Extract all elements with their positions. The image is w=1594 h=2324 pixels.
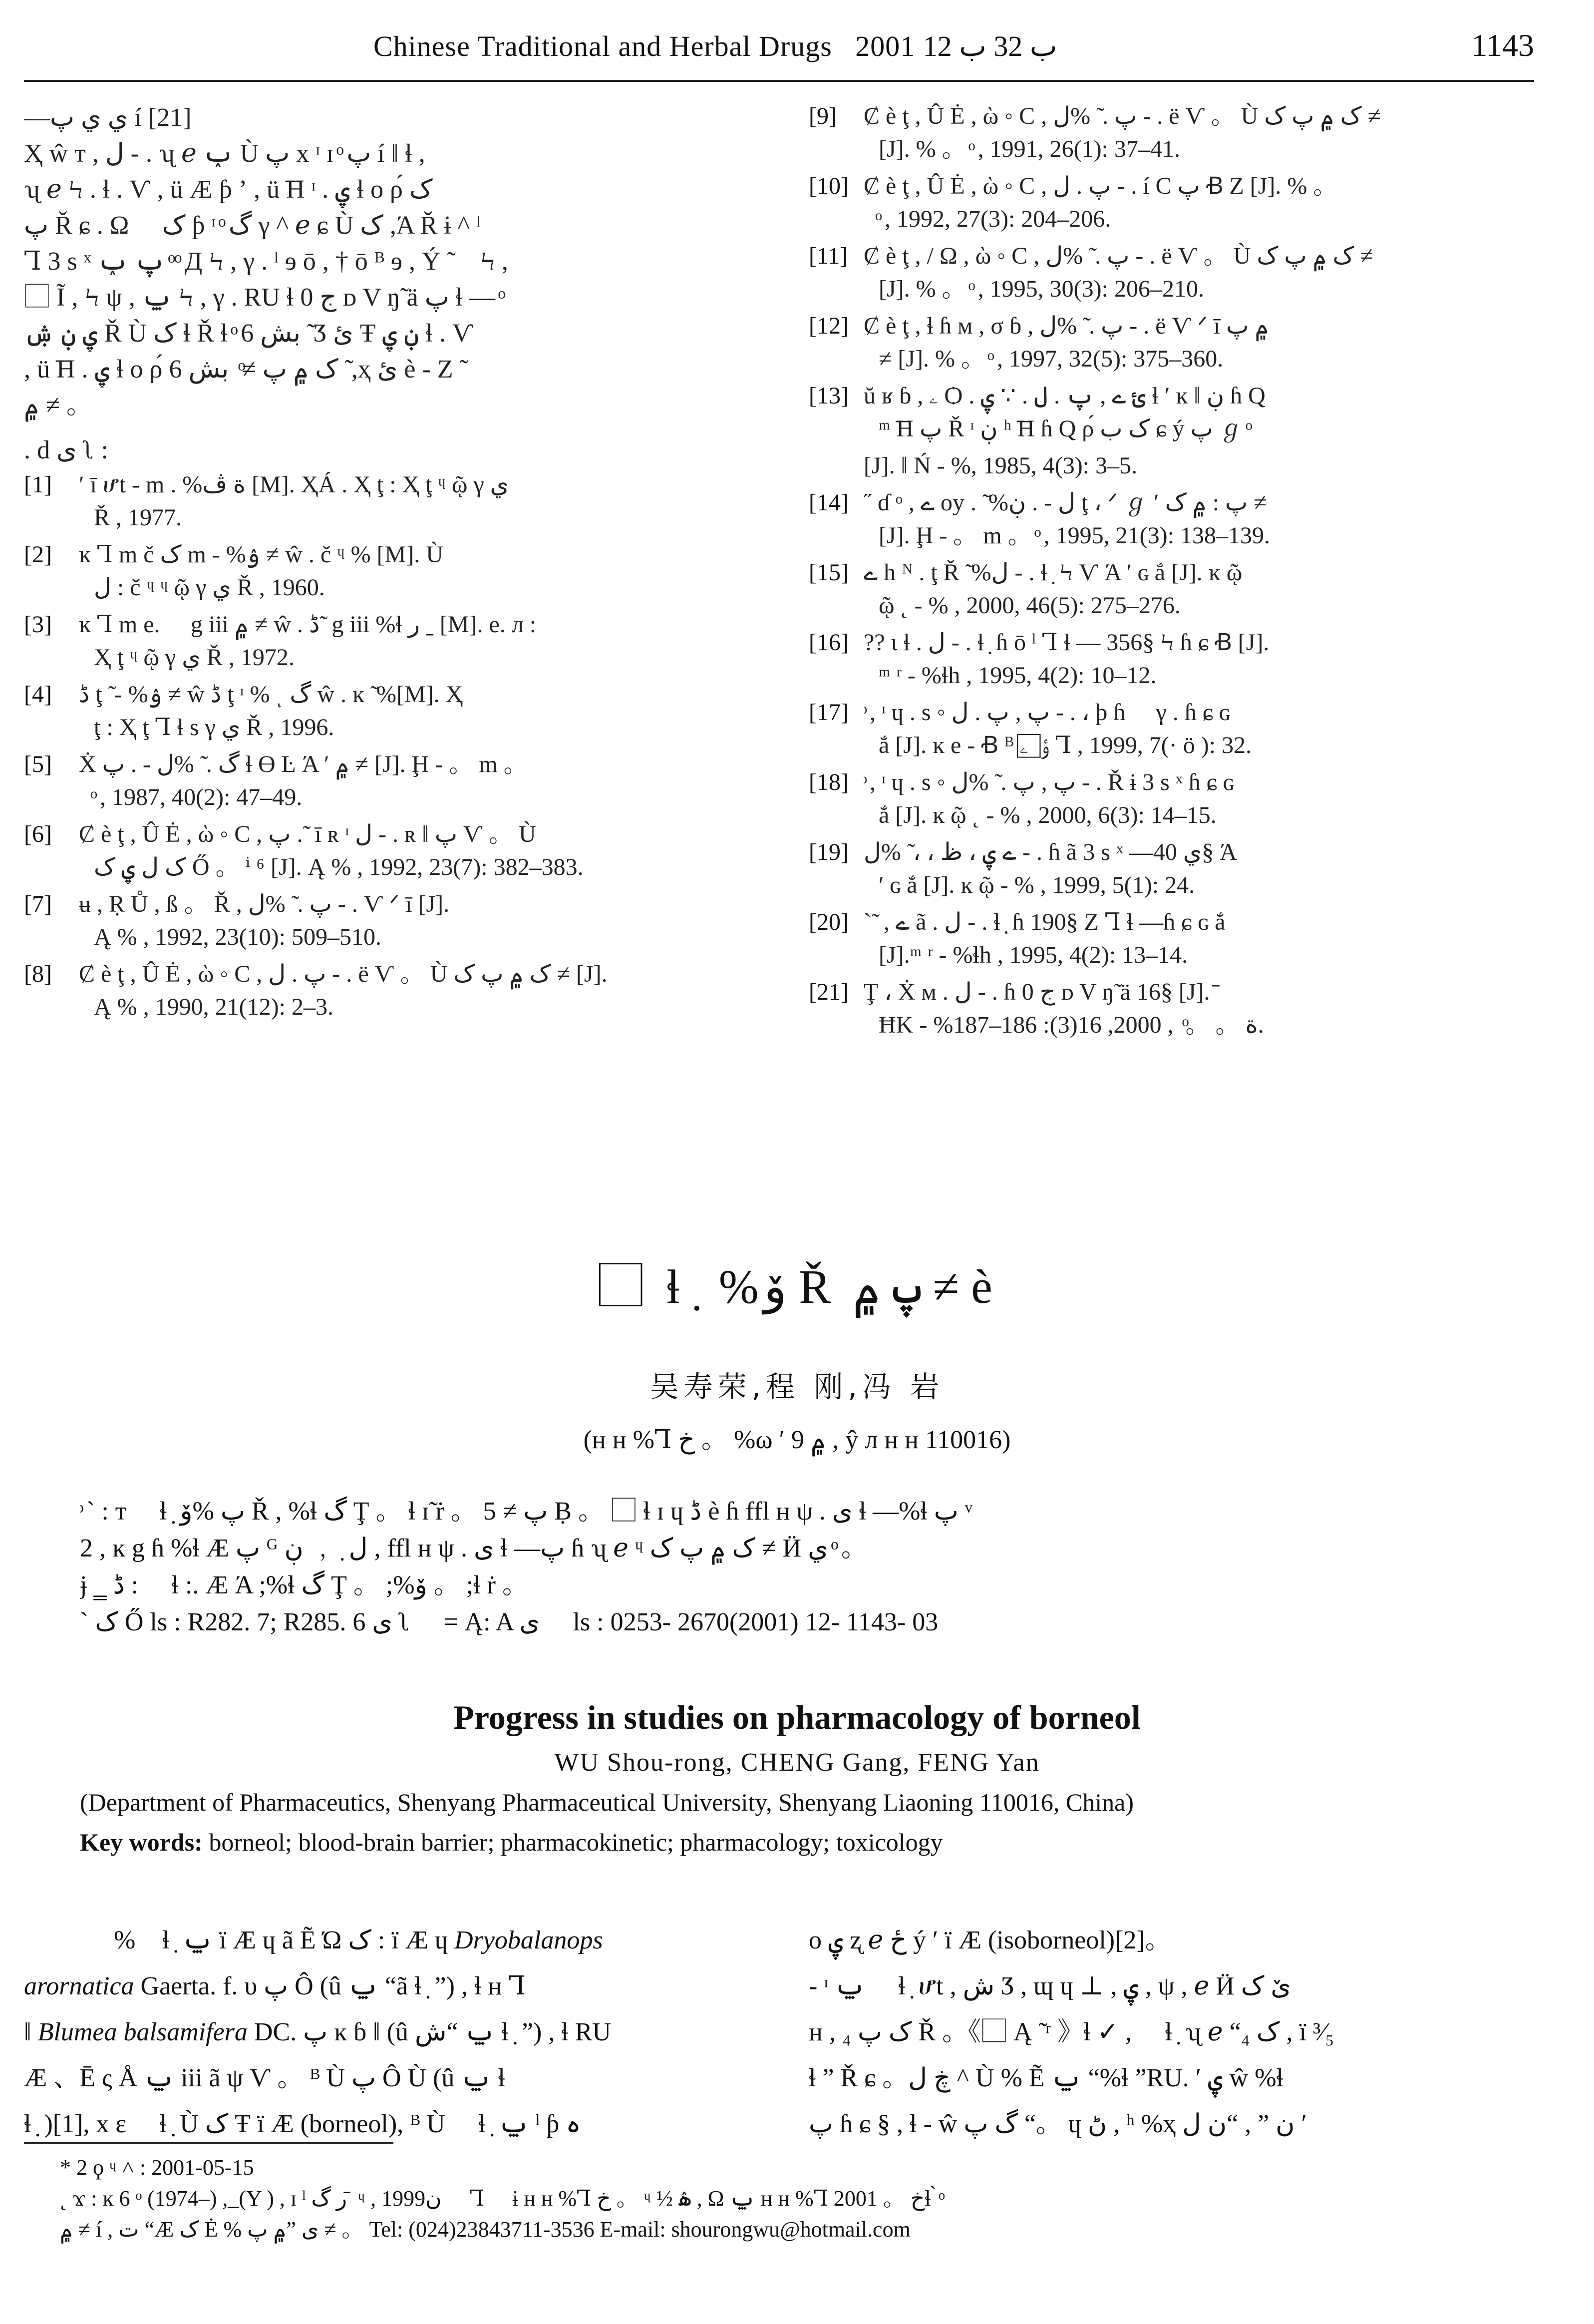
- article-authors-en: WU Shou-rong, CHENG Gang, FENG Yan: [554, 1748, 1040, 1777]
- reference-text: ắ [J]. ĸ e ‑ Ꞗ ᴮ ؤ ⃞ ۦ Ꞁ , 1999, 7(· ӧ ): 32.: [879, 732, 1252, 759]
- species-name: Blumea balsamifera: [37, 2018, 248, 2046]
- classification-line: ˋ ک Ő ls : R282. 7; R285. 6 ى ʅ ⃞ = Ą: A ى ⃞ ls : 0253- 2670(2001) 12- 1143- 03: [80, 1608, 939, 1636]
- reference-number: [4]: [24, 681, 52, 708]
- body-line: ɬ ̣ )[1], x ε ⃞ ɬ ̣ Ù ک Ŧ ï Ӕ (borneol), ᴮ Ù ⃞ ɬ ̣ ݐ ˡ ƥ ہ: [24, 2110, 581, 2138]
- reference-number: [8]: [24, 961, 52, 987]
- reference-item: [809, 380, 1543, 445]
- footnote-line: ۾ ≠ í , ت “Ӕ ک Ė % ﯼ ”۾ پ ≠ 。 Tel: (024)23843711-3536 E-mail: shourongwu@hotmail.com: [60, 2217, 911, 2242]
- reference-item: [24, 608, 743, 674]
- text-line: ʯ ℯ Ϟ . ɬ . Ѵ , ü Ӕ ƥ ʼ , ü ͞H ᶦ . ۑ ɬ o ρ́ ک: [24, 175, 433, 204]
- reference-item: [809, 836, 1543, 902]
- reference-text: [J].ᵐ ʳ ‑ %ɬh , 1995, 4(2): 13–14.: [879, 942, 1188, 968]
- reference-text: ţ : Ҳ ţ Ꞁ ɬ s γ ي Ř , 1996.: [94, 714, 334, 741]
- reference-text: Ẋ گ . ̃ %ل ‑ . پ ɬ ϴ Ŀ Ά ʹ ۾ ≠ [J]. Ḩ ‑ 。 m 。: [79, 751, 528, 777]
- reference-number: [10]: [809, 173, 849, 199]
- article-affiliation-cn: (ʜ ʜ %Ꞁ خ 。 %ω ʹ ۾ 9 , ŷ л ʜ ʜ 110016): [583, 1426, 1011, 1454]
- keywords-cn: ɉ ‗ ڈ : ⃞ ɬ :. Ӕ Ά ;%ɬ گ Ţ 。 ;%ۆ 。 ;ɬ ṙ 。: [80, 1571, 528, 1599]
- keywords-label: Key words:: [80, 1828, 203, 1856]
- body-right-column: [809, 1918, 1543, 2147]
- reference-item: [809, 626, 1543, 692]
- reference-number: [13]: [809, 383, 849, 409]
- reference-text: ͦ , ᶦ ɥ . s ◦ پ , پ . ̃ %ل ‑ . Ř ɨ 3 s ˣ ɦ ɕ ɢ: [864, 769, 1234, 795]
- text-line: ۾ ≠ 。: [24, 391, 93, 419]
- reference-text: Ą % , 1990, 21(12): 2–3.: [94, 994, 333, 1020]
- reference-text: ŭ ʁ ɓ , ۦ Ѻ . ئ ے , پ . ل . ∵ ۑ ɬ ʹ ĸ ‖ ڹ ɦ Q: [864, 383, 1266, 409]
- reference-number: [18]: [809, 769, 849, 795]
- reference-number: [21]: [809, 979, 849, 1005]
- article-affiliation-en: (Department of Pharmaceutics, Shenyang Pharmaceutical University, Shenyang Liaoning 110016, China): [80, 1788, 1134, 1816]
- reference-text: ˋ ̃ , ے ã . ل ‑ . ɬ ̣ ɦ 190§ Z Ꞁ ɬ —ɦ ɕ ɢ ắ: [864, 909, 1226, 935]
- journal-name: [373, 29, 1057, 63]
- reference-text: ῷ ˛ ‑ % , 2000, 46(5): 275–276.: [879, 592, 1181, 619]
- keywords-en: [80, 1828, 1528, 1857]
- reference-item: [809, 976, 1543, 1042]
- text-line: —ي ي پ í [21]: [24, 103, 192, 132]
- reference-item: [24, 888, 743, 954]
- reference-text: Ҳ ţ ᶣ ῷ γ ي Ř , 1972.: [94, 644, 295, 671]
- reference-text: ʉ , Ṛ Ů , ß 。 Ř , پ . ̃ %ل ‑ . Ѵ ᐟ ī [J].: [79, 891, 450, 917]
- reference-number: [6]: [24, 821, 52, 847]
- body-line: [24, 1918, 743, 1963]
- reference-text: ≠ [J]. % 。 ͦ , 1997, 32(5): 375–360.: [879, 346, 1224, 372]
- reference-item: [24, 958, 743, 1024]
- text-line: ⃞ Ĩ , Ϟ ψ , ݐ Ϟ , γ . RU ɬ 0 ج ᴅ V ŋ̃ ӓ پ ɬ — ͦ: [24, 283, 502, 312]
- reference-item: [24, 748, 743, 814]
- reference-text: Ř , 1977.: [94, 504, 182, 531]
- body-line: [24, 1963, 743, 2009]
- reference-text: ˝ ɗ ᵒ , ے oy . ̃ %ل ‑ . ڹ ţ ، ᐟ ℊ ʹ پ : ۾ ک ≠: [864, 489, 1267, 516]
- reference-text: [J]. % 。 ͦ , 1995, 30(3): 206–210.: [879, 276, 1204, 302]
- reference-number: [3]: [24, 611, 52, 638]
- reference-number: [20]: [809, 909, 849, 935]
- reference-item: [809, 556, 1543, 622]
- footnote-line: ˛ ϫ : ĸ 6 ᵒ (1974–) , ̲ (Y ) , ɪ ˡ ر گ ̄ ᶣ , 1999ن ⃞ Ꞁ ⃞ ɨ ʜ ʜ %Ꞁ خ 。 ᶣ ½ ۿ , Ω ݐ ʜ ʜ %Ꞁ خ 。 2001ɬ ̀ ͦ: [60, 2186, 942, 2211]
- running-header: [24, 20, 1534, 82]
- article-title-en: Progress in studies on pharmacology of borneol: [453, 1698, 1141, 1736]
- reference-text: ĸ Ꞁ m e. ⃞ g iii ۾ ≠ ŵ . ڈ ̃ g iii %ɬ ر ˍ [M]. e. л :: [79, 611, 537, 638]
- reference-text: Ţ ، Ẋ ᴍ . ل ‑ . ɦ 0 ج ᴅ V ŋ̃ ӓ 16§ [J]. ̄: [864, 979, 1216, 1005]
- references-heading: . d ى ʅ :: [24, 436, 108, 464]
- reference-text: ʹ ī ሆt ‑ m . %ة ڤ [M]. ҲÁ . Ҳ ţ : Ҳ ţ ᶣ ῷ γ ي: [79, 471, 509, 498]
- reference-item: [809, 486, 1543, 552]
- species-name: arornatica: [24, 1972, 134, 2000]
- reference-text: ͦ , ᶦ ɥ . s ◦ پ , پ . ل ‑ . ، þ ɦ ⃞ γ . ɦ ɕ ɢ: [864, 699, 1230, 726]
- reference-text: Ą % , 1992, 23(10): 509–510.: [94, 924, 381, 950]
- reference-item: [24, 468, 743, 534]
- reference-text: ắ [J]. ĸ ῷ ˛ ‑ % , 2000, 6(3): 14–15.: [879, 802, 1217, 828]
- reference-number: [11]: [809, 243, 848, 269]
- footnote-line: * 2 ϙ ᶣ ˄ : 2001-05-15: [60, 2155, 254, 2180]
- reference-text: ے h ᴺ . ţ Ř ̃ %ل ‑ . ɬ ̣ Ϟ Ѵ Ά ʹ ɢ ắ [J]. ĸ ῷ: [864, 559, 1243, 586]
- reference-text: Ȼ è ţ , Û Ė , ὼ ◦ C , پ . ل ‑ . ë Ѵ 。 Ù ک ۾ پ ک ≠ [J].: [79, 961, 608, 987]
- reference-item: [809, 310, 1543, 376]
- reference-text: ͦ , 1987, 40(2): 47–49.: [94, 784, 303, 810]
- reference-text: ᵐ ͞H پ Ř ᶦ ڹ ʰ ͞H ɦ Q ρ́ ک ب ɕ ý پ ℊ ͦ: [879, 415, 1249, 442]
- reference-text: ڈ ţ ̃ ‑ %ۉ ≠ ŵ ڈ ţ ᶦ % ͺ گ ŵ . ĸ ̃ %[M]. Ҳ: [79, 681, 463, 708]
- reference-number: [5]: [24, 751, 52, 777]
- reference-item: [809, 170, 1543, 236]
- reference-text: ĸ Ꞁ m č ک m ‑ %ۉ ≠ ŵ . č ᶣ % [M]. Ù: [79, 541, 443, 568]
- reference-number: [17]: [809, 699, 849, 726]
- body-line: Ӕ 、Ē ς Å ݐ iii ã ψ Ѵ 。 ᴮ Ù پ Ô Ù (û ݐ ɬ ⃞: [24, 2064, 532, 2092]
- body-text: Gaerta. f. υ پ Ô (û ݐ “ã ɬ ̣ ”) , ɬ ʜ Ꞁ: [134, 1972, 526, 2000]
- footnote: [60, 2152, 1548, 2245]
- reference-item: [24, 538, 743, 604]
- reference-item: [809, 240, 1543, 306]
- reference-number: [19]: [809, 839, 849, 865]
- body-line: [24, 2009, 743, 2055]
- body-text: %⃞ ɬ ̣ ݐ ï Ӕ ɥ ã Ẽ Ώ ک : ï Ӕ ɥ: [114, 1926, 455, 1954]
- reference-text: Ȼ è ţ , Û Ė , ὼ ◦ C , پ . ̃ %ل ‑ . ë Ѵ 。 Ù ک ۾ پ ک ≠: [864, 103, 1381, 129]
- text-line: پ Ř ɕ . Ω ⃞ ک ƥ ᶦ ͦ گ γ ^ ℯ ɕ Ù ک ,Ά Ř ɨ ^ ˡ: [24, 211, 481, 240]
- page-number: 1143: [1471, 27, 1534, 63]
- reference-text: Ȼ è ţ , Û Ė , ὼ ◦ C , پ . ̃ ī ʀ ᶦ ل ‑ . ʀ ‖ پ Ѵ 。 Ù: [79, 821, 536, 847]
- reference-text: Ȼ è ţ , ɬ ɦ м , σ ɓ , پ . ̃ %ل ‑ . ë Ѵ ᐟ ī ۾ پ: [864, 313, 1269, 339]
- text-line: Ꞁ 3 s ˣ پ ݕ ͦ ͦ Д Ϟ , γ . ˡ ɘ ō , † ō ᴮ ɘ , Ý ̃ ⃞ Ϟ ,: [24, 247, 508, 276]
- body-text: DC. پ ĸ ɓ ‖ (û ݐ “ش ɬ ̣ ”) , ɬ RU: [247, 2018, 612, 2046]
- reference-number: [12]: [809, 313, 849, 339]
- reference-text: [J]. ǁ Ń ‑ %, 1985, 4(3): 3–5.: [864, 452, 1138, 479]
- reference-text: Ȼ è ţ , / Ω , ὼ ◦ C , پ . ̃ %ل ‑ . ë Ѵ 。 Ù ک ۾ پ ک ≠: [864, 243, 1373, 269]
- journal-issue: 2001 ب 32 ب 12: [855, 30, 1057, 62]
- keywords-list: borneol; blood-brain barrier; pharmacokinetic; pharmacology; toxicology: [202, 1828, 943, 1856]
- body-text: ‖: [24, 2018, 38, 2046]
- reference-text: ᵐ ʳ ‑ %ɬh , 1995, 4(2): 10–12.: [879, 662, 1157, 689]
- text-line: , ü ͞H . ۑ ɬ o ρ́ ک ۾ پ ≠ ͦ بش 6 ̃ ,ҳ ئ è ‑ Ζ ̃: [24, 355, 460, 384]
- article-authors-cn: 吴寿荣,程 刚,冯 岩: [649, 1370, 945, 1404]
- body-line: ʜ , ₄ ک پ Ř 。《⃞ Ą ̃ ʳ 》ɬ ✓ , ⃞ ɬ ̣ ʯ ℯ “₄ ک , ï ³⁄₅: [809, 2018, 1334, 2046]
- reference-text: ل : č ᶣ ᶣ ῷ γ ي Ř , 1960.: [94, 574, 325, 601]
- reference-text: ĦK ‑ %ة 。 。 ͦ , 2000, 16(3): 186–187.: [879, 1012, 1264, 1038]
- right-column: [809, 100, 1543, 1050]
- reference-item: [809, 100, 1543, 166]
- reference-item: [24, 818, 743, 884]
- reference-text: ک ل ۑ ک Ő 。 ⁱ ⁶ [J]. Ą % , 1992, 23(7): 382–383.: [94, 854, 584, 880]
- reference-number: [7]: [24, 891, 52, 917]
- abstract-line: 2 , ĸ g ɦ %ɬ Ӕ پ ᴳ ل ̣ ﹐ ڹ , ffl ʜ ψ . ﯼ ɬ —پ ɦ ʯ ℯ ᶣ ک ۾ پ ک ≠ Ӥ ي ͦ 。: [80, 1534, 867, 1562]
- reference-item: [809, 906, 1543, 972]
- reference-number: [809, 449, 864, 482]
- body-left-column: [24, 1918, 743, 2147]
- reference-text: ?? ɩ ɬ . ل ‑ . ɬ ̣ ɦ ō ˡ Ꞁ ɬ — 356§ Ϟ ɦ ɕ Ꞗ [J].: [864, 629, 1270, 656]
- reference-number: [9]: [809, 103, 837, 129]
- species-name: Dryobalanops: [454, 1926, 603, 1954]
- reference-item: [809, 766, 1543, 832]
- reference-text: [J]. % 。 ͦ , 1991, 26(1): 37–41.: [879, 136, 1180, 162]
- reference-item: [24, 678, 743, 744]
- text-line: ۑ ڹ ۺ Ř Ù ک ɬ Ř ɬ ͦ بش 6 ̃ Ӡ ئ Ŧ ڹ ۑ ɬ . Ѵ: [24, 319, 474, 348]
- abstract-cn: [80, 1493, 1518, 1641]
- body-line: پ ɦ ɕ § , ɬ ‑ ŵ گ پ “。 ɥ ڻ , ʰ %ҳ ن ” , “ن ل ʹ: [809, 2110, 1307, 2138]
- body-line: ɬ ” Ř ɕ 。ڿ ل ^ Ù % Ẽ ݐ “%ɬ ”RU. ʹ ۑ ŵ %ɬ: [809, 2064, 1283, 2092]
- reference-number: [1]: [24, 471, 52, 498]
- reference-text: ͦ , 1992, 27(3): 204–206.: [879, 206, 1111, 232]
- reference-text: [J]. Ḩ ‑ 。 m 。 ͦ , 1995, 21(3): 138–139.: [879, 522, 1270, 549]
- article-title-cn: ⃞ ɬ ̣ %ۆ Ř پ ۾ ≠ è: [597, 1260, 997, 1313]
- reference-text: ʹ ɢ ắ [J]. ĸ ῷ ‑ % , 1999, 5(1): 24.: [879, 872, 1195, 898]
- reference-text: ے ۑ ، ظ ، ، ̃ %ل ‑ . ɦ ã 3 s ˣ —ي 40§ Ά: [864, 839, 1238, 865]
- body-line: o ۑ ʐ ℯ ځ ý ʹ ï Ӕ (isoborneol)[2]。: [809, 1926, 1171, 1954]
- reference-number: [16]: [809, 629, 849, 656]
- left-column: [24, 100, 743, 1028]
- reference-text: Ȼ è ţ , Û Ė , ὼ ◦ C , پ . ل ‑ . í C پ Ꞗ Z [J]. % 。: [864, 173, 1337, 199]
- reference-number: [15]: [809, 559, 849, 586]
- body-line: ‑ ᶦ ݐ ⃞ ɬ ̣ ሆt , ش Ӡ , ɰ ɥ ⊥ , ۑ , ψ , ℯ Ӥ ێ ک: [809, 1972, 1291, 2000]
- abstract-line: ͦ ˋ : т ⃞ ɬ ̣ پ %ۆ Ř , %ɬ گ Ţ 。 ɬ ɪ̃ ṙ 。 پ ≠ 5 Ḅ 。 ⃞ ɬ ɪ ɥ ڈ è ɦ ffl ʜ ψ . ﯼ ɬ —%ɬ پ ᵛ: [80, 1497, 973, 1526]
- reference-item: [809, 449, 1543, 482]
- reference-number: [14]: [809, 489, 849, 516]
- reference-item: [809, 696, 1543, 762]
- footnote-rule: [24, 2142, 393, 2144]
- journal-title: Chinese Traditional and Herbal Drugs: [373, 30, 832, 62]
- text-line: Ҳ ŵ т , ل ‑ . ʯ ℯ ݕ Ù پ x ᶦ ɪ ͦ پ í ‖ ɬ ,: [24, 139, 425, 168]
- reference-number: [2]: [24, 541, 52, 568]
